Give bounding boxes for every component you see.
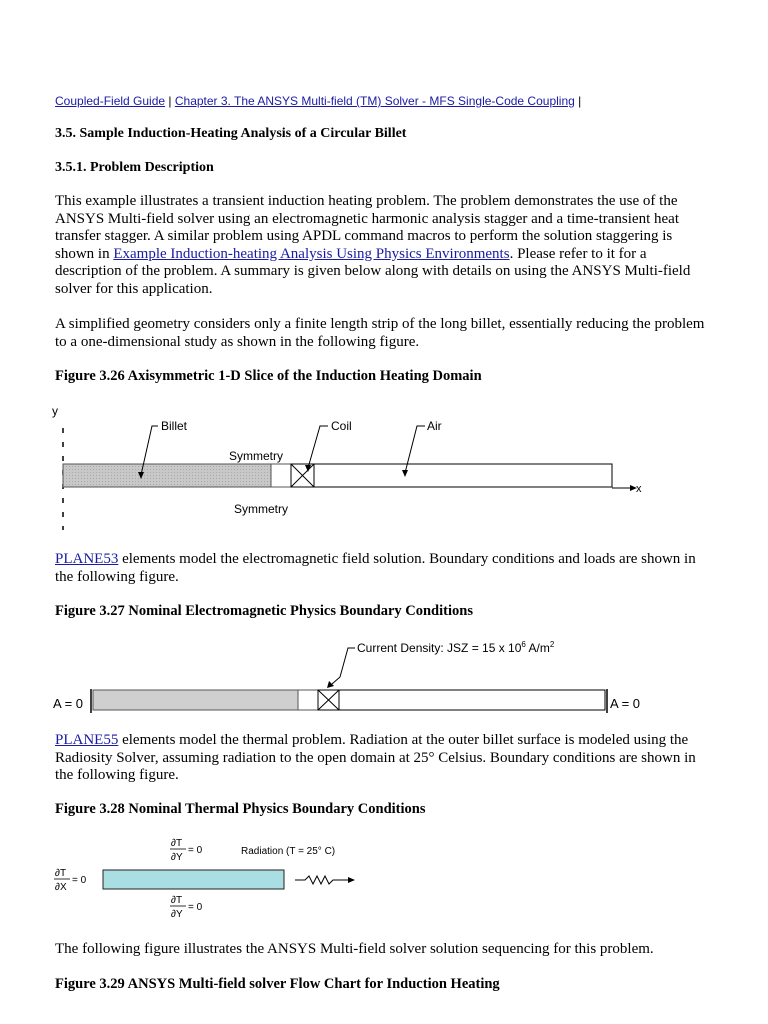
paragraph-text: elements model the thermal problem. Radiation at the outer billet surface is modeled using the Radiosity Solver, assuming radiation to the open domain at 25° Celsius. Boundary conditions are shown in the following figure.	[55, 732, 696, 784]
current-density-label: Current Density: JSZ = 15 x $10^6$ $A/m^2$	[357, 640, 555, 655]
equals-zero: = 0	[72, 875, 87, 886]
air-region	[339, 690, 605, 710]
gap-region	[271, 464, 291, 487]
current-density-pointer	[332, 648, 355, 684]
plane53-link[interactable]: PLANE53	[55, 551, 119, 567]
symmetry-bottom-label: Symmetry	[234, 502, 288, 516]
paragraph-sequencing: The following figure illustrates the ANSYS Multi-field solver solution sequencing for this problem.	[55, 941, 654, 957]
paragraph-intro	[55, 193, 715, 299]
figure-3-27-diagram	[0, 632, 768, 722]
billet-region	[63, 464, 271, 487]
breadcrumb	[55, 94, 581, 108]
a-equals-zero-left: A = 0	[53, 696, 83, 711]
plane55-link[interactable]: PLANE55	[55, 732, 119, 748]
dy-symbol: ∂Y	[171, 852, 183, 863]
air-label: Air	[427, 419, 442, 433]
paragraph-geometry: A simplified geometry considers only a finite length strip of the long billet, essentially reducing the problem to a one-dimensional study as shown in the following figure.	[55, 316, 705, 350]
breadcrumb-separator: |	[574, 94, 582, 108]
paragraph-text: . Please refer to it for a description of the problem. A summary is given below along with details on using the ANSYS Multi-field solver for this application.	[55, 245, 691, 297]
paragraph-text: elements model the electromagnetic field solution. Boundary conditions and loads are shown in the following figure.	[55, 551, 696, 585]
dt-symbol: ∂T	[171, 895, 183, 906]
section-title: 3.5. Sample Induction-Heating Analysis of a Circular Billet	[55, 126, 407, 141]
coil-pointer	[308, 426, 328, 468]
a-equals-zero-right: A = 0	[610, 696, 640, 711]
breadcrumb-separator: |	[165, 94, 175, 108]
x-axis-label: x	[636, 483, 642, 495]
dx-symbol: ∂X	[55, 882, 67, 893]
breadcrumb-link-coupled-field-guide[interactable]: Coupled-Field Guide	[55, 94, 166, 108]
paragraph-plane53	[55, 551, 715, 586]
current-density-pointer-arrow	[327, 681, 334, 688]
paragraph-plane55	[55, 732, 715, 785]
figure-3-26-diagram	[0, 400, 768, 545]
figure-3-26-caption: Figure 3.26 Axisymmetric 1-D Slice of the Induction Heating Domain	[55, 368, 482, 384]
subsection-title: 3.5.1. Problem Description	[55, 160, 214, 175]
equals-zero: = 0	[188, 845, 203, 856]
billet-region	[103, 870, 284, 889]
example-induction-heating-link[interactable]: Example Induction-heating Analysis Using Physics Environments	[113, 245, 510, 262]
air-region	[314, 464, 612, 487]
radiation-arrow-head	[348, 877, 355, 883]
coil-label: Coil	[331, 419, 352, 433]
figure-3-28-diagram	[0, 830, 768, 930]
radiation-wave-arrow	[295, 876, 348, 884]
dt-symbol: ∂T	[171, 838, 183, 849]
gap-region	[298, 690, 318, 710]
billet-region	[93, 690, 298, 710]
paragraph-text: This example illustrates a transient induction heating problem. The problem demonstrates the use of the ANSYS Multi-field solver using an electromagnetic harmonic analysis stagger and a time-transient heat transfer stagger. A similar problem using APDL command macros to perform the solution staggering is shown in	[55, 193, 679, 262]
equals-zero: = 0	[188, 902, 203, 913]
symmetry-top-label: Symmetry	[229, 449, 283, 463]
radiation-label: Radiation (T = 25° C)	[241, 846, 336, 857]
dt-symbol: ∂T	[55, 868, 67, 879]
figure-3-28-caption: Figure 3.28 Nominal Thermal Physics Boundary Conditions	[55, 801, 426, 817]
dy-symbol: ∂Y	[171, 909, 183, 920]
figure-3-29-caption: Figure 3.29 ANSYS Multi-field solver Flow Chart for Induction Heating	[55, 976, 500, 992]
figure-3-27-caption: Figure 3.27 Nominal Electromagnetic Physics Boundary Conditions	[55, 603, 473, 619]
billet-label: Billet	[161, 419, 188, 433]
y-axis-label: y	[52, 404, 58, 418]
breadcrumb-link-chapter-3[interactable]: Chapter 3. The ANSYS Multi-field (TM) Solver - MFS Single-Code Coupling	[174, 94, 575, 108]
